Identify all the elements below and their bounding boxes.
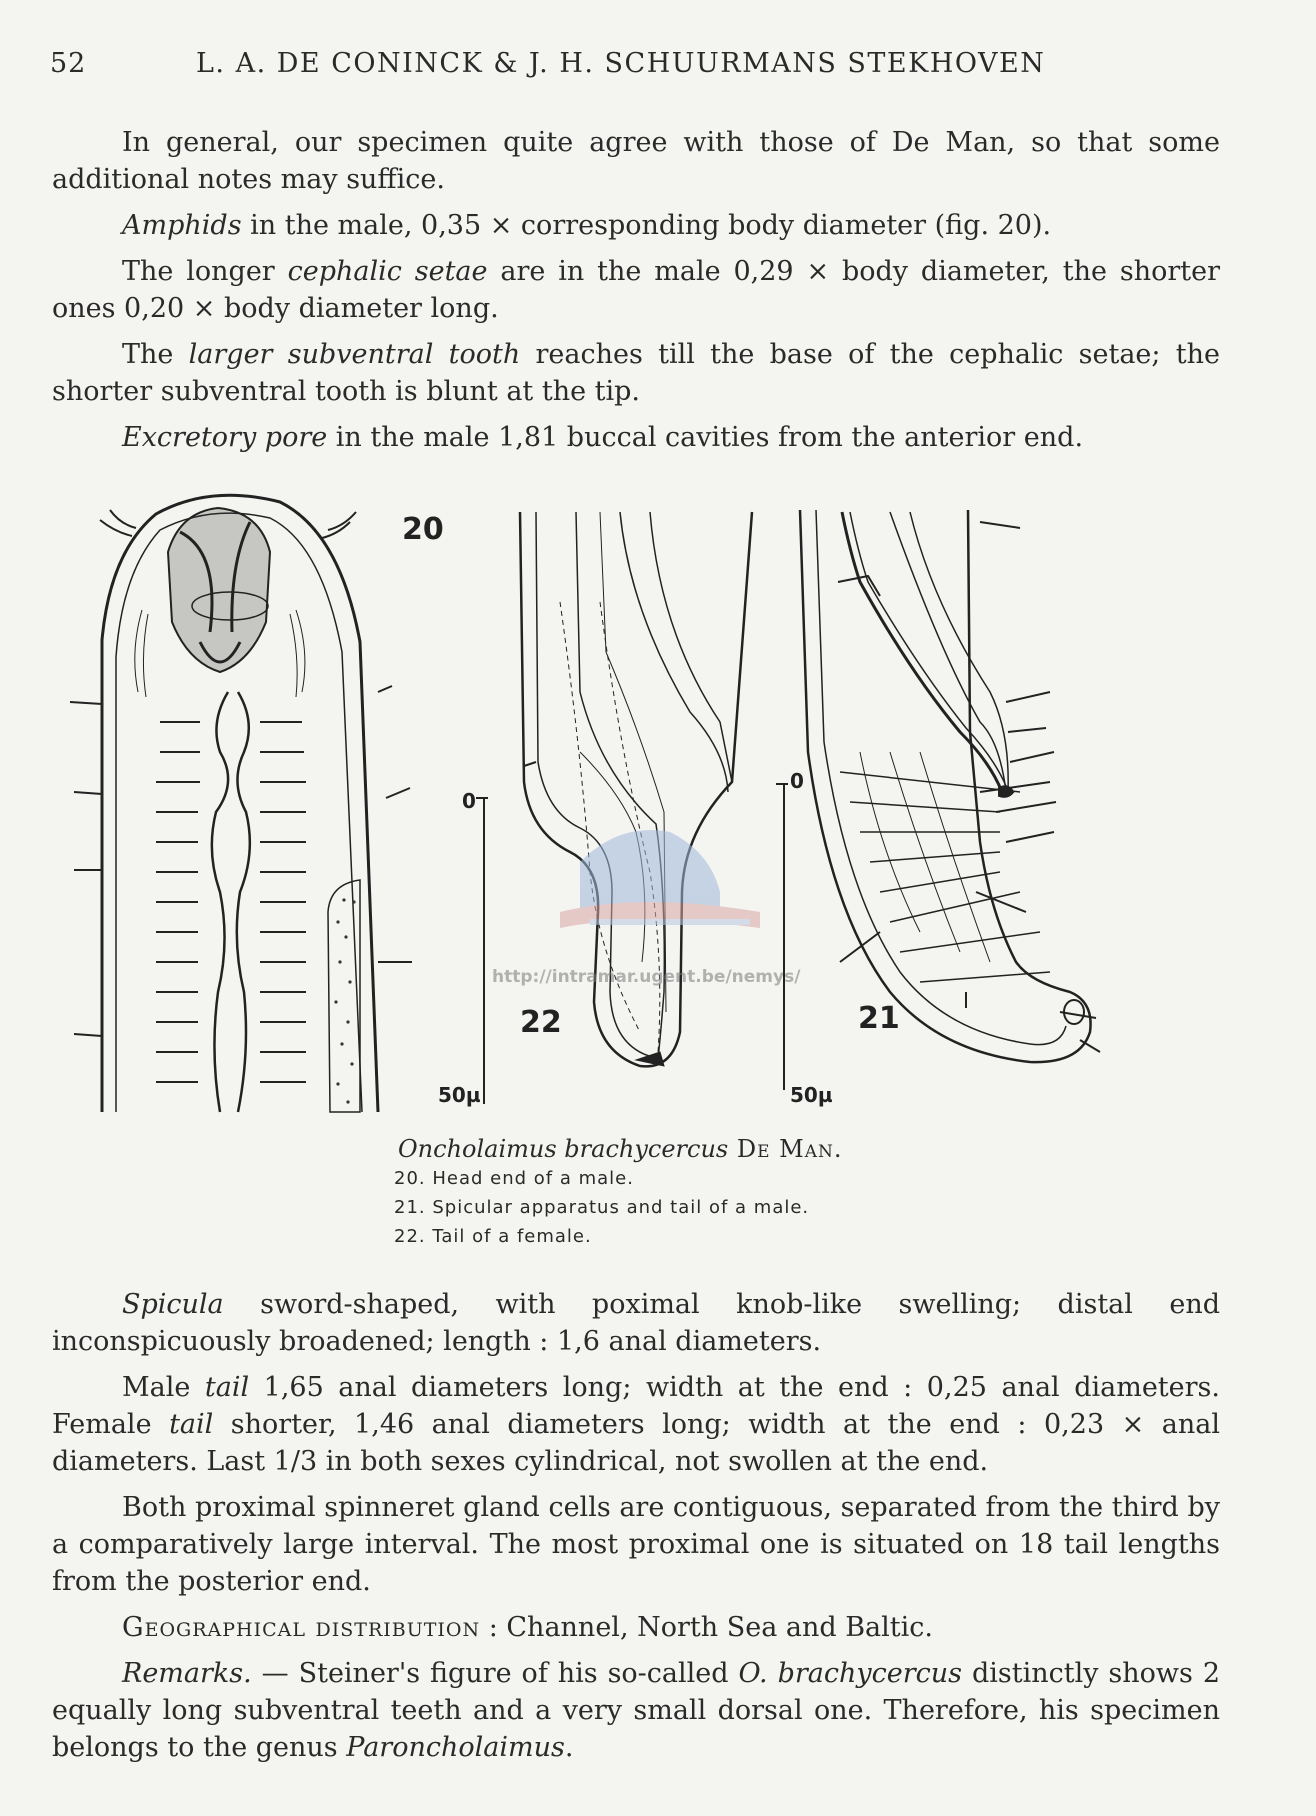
term-cephalic-setae: cephalic setae [287,256,488,287]
watermark-url: http://intramar.ugent.be/nemys/ [492,967,801,987]
caption-species: Oncholaimus brachycercus [398,1135,729,1163]
figure-label-22: 22 [520,1005,562,1040]
watermark [492,830,801,987]
term-spicula: Spicula [122,1289,224,1320]
caption-item: 21. Spicular apparatus and tail of a male. [394,1197,810,1218]
caption-item: 22. Tail of a female. [394,1226,592,1247]
scale-zero-left: 0 [462,789,476,813]
scale-bar-left [438,789,488,1107]
figure-plate [60,492,1240,1122]
figure-21-male-tail [800,510,1100,1062]
scale-fifty-left: 50µ [438,1083,481,1107]
term-subventral-tooth: larger subventral tooth [188,339,521,370]
paragraph-remarks: Remarks. — Steiner's figure of his so-called O. brachycercus distinctly shows 2 equally long subventral teeth and a very small dorsal one. Therefore, his specimen belongs to the genus Paroncholaimus. [52,1658,1220,1763]
term-tail-female: tail [169,1409,214,1440]
paragraph-intro: In general, our specimen quite agree with those of De Man, so that some additional notes may suffice. [52,127,1220,195]
term-genus: Paroncholaimus [346,1732,565,1763]
paragraph-subventral-tooth: The larger subventral tooth reaches till the base of the cephalic setae; the shorter subventral tooth is blunt at the tip. [52,339,1220,407]
scale-fifty-right: 50µ [790,1083,833,1107]
caption-item: 20. Head end of a male. [394,1168,634,1189]
running-head: L. A. DE CONINCK & J. H. SCHUURMANS STEKHOVEN [196,48,1046,79]
paragraph-cephalic-setae: The longer cephalic setae are in the male 0,29 × body diameter, the shorter ones 0,20 × body diameter long. [52,256,1220,324]
term-tail-male: tail [204,1372,250,1403]
figure-label-21: 21 [858,1001,900,1036]
top-text [52,124,1220,465]
paragraph-distribution: Geographical distribution : Channel, North Sea and Baltic. [122,1612,933,1643]
paragraph-excretory-pore: Excretory pore in the male 1,81 buccal cavities from the anterior end. [122,422,1084,453]
figure-label-20: 20 [402,512,444,547]
paragraph-amphids: Amphids in the male, 0,35 × corresponding body diameter (fig. 20). [122,210,1052,241]
caption-title [398,1134,1098,1164]
term-excretory-pore: Excretory pore [122,422,328,453]
caption-items [394,1164,1098,1251]
figure-drawings [60,492,1240,1122]
scale-bar-right [776,769,833,1107]
bottom-text [52,1286,1220,1775]
page-number: 52 [50,48,87,79]
term-remarks: Remarks. [122,1658,252,1689]
term-species: O. brachycercus [738,1658,963,1689]
scale-zero-right: 0 [790,769,804,793]
label-geographical-distribution: Geographical distribution [122,1612,481,1643]
paragraph-spinneret: Both proximal spinneret gland cells are contiguous, separated from the third by a comparatively large interval. The most proximal one is situated on 18 tail lengths from the posterior end. [52,1492,1220,1597]
caption-author: De Man. [728,1135,843,1163]
term-amphids: Amphids [122,210,242,241]
figure-20-head-end [70,495,444,1112]
paragraph-tail: Male tail 1,65 anal diameters long; width at the end : 0,25 anal diameters. Female tail shorter, 1,46 anal diameters long; width at the end : 0,23 × anal diameters. Last 1/3 in both sexes cylindrical, not swollen at the end. [52,1372,1220,1477]
paragraph-spicula: Spicula sword-shaped, with poximal knob-like swelling; distal end inconspicuously broadened; length : 1,6 anal diameters. [52,1289,1220,1357]
page-header [50,48,1080,88]
figure-caption [394,1134,1098,1251]
